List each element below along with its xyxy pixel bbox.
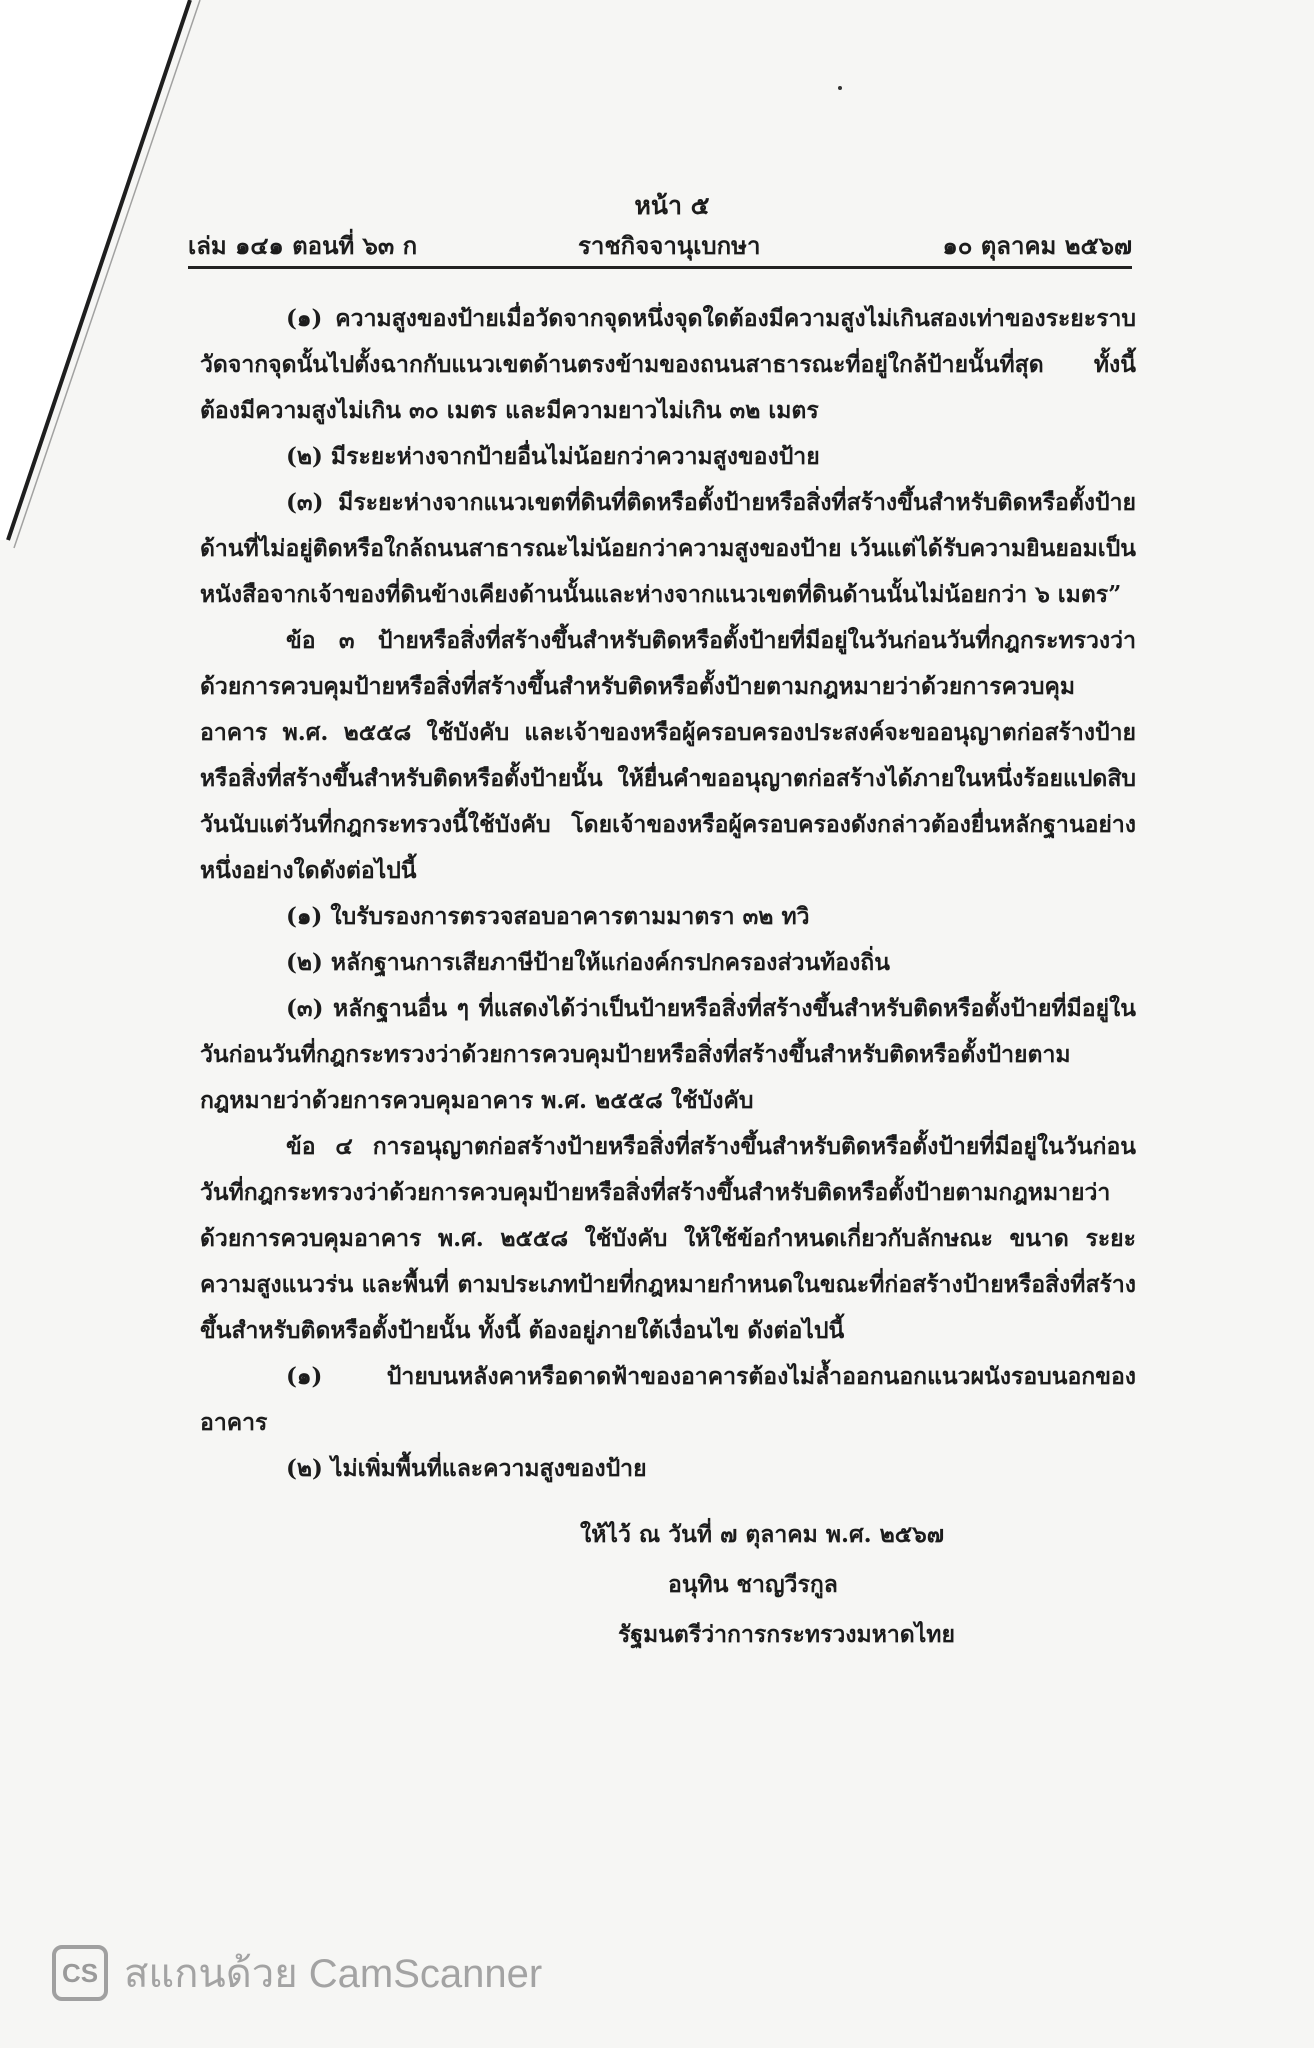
clause-paragraph: (๑) ความสูงของป้ายเมื่อวัดจากจุดหนึ่งจุดใดต้องมีความสูงไม่เกินสองเท่าของระยะราบวัดจากจุดนั้นไปตั้งฉากกับแนวเขตด้านตรงข้ามของถนนสาธารณะที่อยู่ใกล้ป้ายนั้นที่สุด ทั้งนี้ ต้องมีความสูงไม่เกิน ๓๐ เมตร และมีความยาวไม่เกิน ๓๒ เมตร: [200, 305, 1136, 424]
clause-paragraph: (๒) มีระยะห่างจากป้ายอื่นไม่น้อยกว่าความสูงของป้าย: [286, 443, 820, 470]
document-body: [200, 296, 1136, 1492]
signatory-title: รัฐมนตรีว่าการกระทรวงมหาดไทย: [618, 1621, 955, 1648]
scan-edge-shadow: [0, 0, 220, 560]
volume-issue: เล่ม ๑๔๑ ตอนที่ ๖๓ ก: [188, 231, 418, 260]
camscanner-logo-icon: CS: [52, 1945, 108, 2001]
signatory-name: อนุทิน ชาญวีรกูล: [668, 1571, 838, 1598]
page-number: หน้า ๕: [634, 191, 710, 220]
clause-paragraph: (๓) หลักฐานอื่น ๆ ที่แสดงได้ว่าเป็นป้ายหรือสิ่งที่สร้างขึ้นสำหรับติดหรือตั้งป้ายที่มีอยู่ในวันก่อนวันที่กฎกระทรวงว่าด้วยการควบคุมป้ายหรือสิ่งที่สร้างขึ้นสำหรับติดหรือตั้งป้ายตามกฎหมายว่าด้วยการควบคุมอาคาร พ.ศ. ๒๕๕๘ ใช้บังคับ: [200, 995, 1136, 1114]
clause-paragraph: (๑) ป้ายบนหลังคาหรือดาดฟ้าของอาคารต้องไม่ล้ำออกนอกแนวผนังรอบนอกของอาคาร: [200, 1363, 1136, 1436]
header-rule: [188, 266, 1132, 269]
publication-date: ๑๐ ตุลาคม ๒๕๖๗: [942, 231, 1132, 260]
clause-paragraph: (๒) ไม่เพิ่มพื้นที่และความสูงของป้าย: [286, 1455, 647, 1482]
gazette-name: ราชกิจจานุเบกษา: [578, 231, 761, 260]
camscanner-watermark: [52, 1943, 542, 2003]
clause-paragraph: (๒) หลักฐานการเสียภาษีป้ายให้แก่องค์กรปกครองส่วนท้องถิ่น: [286, 949, 890, 976]
gazette-header: [188, 226, 1132, 266]
scan-speck: [838, 86, 842, 90]
section-paragraph: ข้อ ๓ ป้ายหรือสิ่งที่สร้างขึ้นสำหรับติดหรือตั้งป้ายที่มีอยู่ในวันก่อนวันที่กฎกระทรวงว่าด้วยการควบคุมป้ายหรือสิ่งที่สร้างขึ้นสำหรับติดหรือตั้งป้ายตามกฎหมายว่าด้วยการควบคุมอาคาร พ.ศ. ๒๕๕๘ ใช้บังคับ และเจ้าของหรือผู้ครอบครองประสงค์จะขออนุญาตก่อสร้างป้ายหรือสิ่งที่สร้างขึ้นสำหรับติดหรือตั้งป้ายนั้น ให้ยื่นคำขออนุญาตก่อสร้างได้ภายในหนึ่งร้อยแปดสิบวันนับแต่วันที่กฎกระทรวงนี้ใช้บังคับ โดยเจ้าของหรือผู้ครอบครองดังกล่าวต้องยื่นหลักฐานอย่างหนึ่งอย่างใดดังต่อไปนี้: [200, 627, 1136, 884]
watermark-text: สแกนด้วย CamScanner: [124, 1952, 543, 1996]
clause-paragraph: (๓) มีระยะห่างจากแนวเขตที่ดินที่ติดหรือตั้งป้ายหรือสิ่งที่สร้างขึ้นสำหรับติดหรือตั้งป้ายด้านที่ไม่อยู่ติดหรือใกล้ถนนสาธารณะไม่น้อยกว่าความสูงของป้าย เว้นแต่ได้รับความยินยอมเป็นหนังสือจากเจ้าของที่ดินข้างเคียงด้านนั้นและห่างจากแนวเขตที่ดินด้านนั้นไม่น้อยกว่า ๖ เมตร”: [200, 489, 1136, 608]
signing-date: ให้ไว้ ณ วันที่ ๗ ตุลาคม พ.ศ. ๒๕๖๗: [580, 1521, 945, 1548]
signature-block: [560, 1510, 1040, 1660]
section-paragraph: ข้อ ๔ การอนุญาตก่อสร้างป้ายหรือสิ่งที่สร้างขึ้นสำหรับติดหรือตั้งป้ายที่มีอยู่ในวันก่อนวันที่กฎกระทรวงว่าด้วยการควบคุมป้ายหรือสิ่งที่สร้างขึ้นสำหรับติดหรือตั้งป้ายตามกฎหมายว่าด้วยการควบคุมอาคาร พ.ศ. ๒๕๕๘ ใช้บังคับ ให้ใช้ข้อกำหนดเกี่ยวกับลักษณะ ขนาด ระยะ ความสูงแนวร่น และพื้นที่ ตามประเภทป้ายที่กฎหมายกำหนดในขณะที่ก่อสร้างป้ายหรือสิ่งที่สร้างขึ้นสำหรับติดหรือตั้งป้ายนั้น ทั้งนี้ ต้องอยู่ภายใต้เงื่อนไข ดังต่อไปนี้: [200, 1133, 1136, 1344]
clause-paragraph: (๑) ใบรับรองการตรวจสอบอาคารตามมาตรา ๓๒ ทวิ: [286, 903, 810, 930]
